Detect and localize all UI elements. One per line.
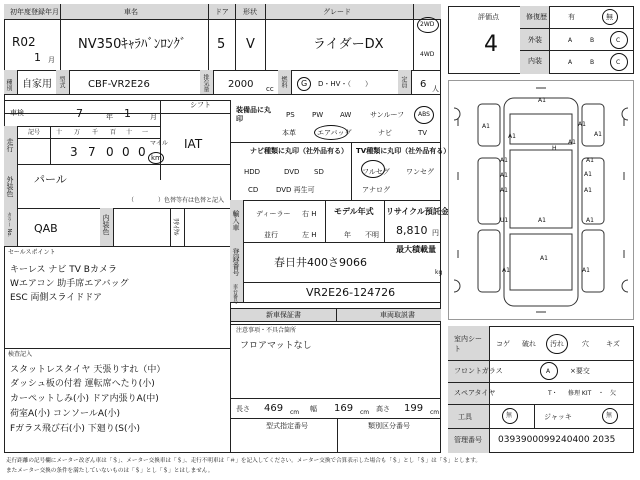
color-no-label: カラー No. (6, 212, 12, 237)
equipment-label: 装備品に丸印 (236, 106, 271, 123)
model-year-value: 年 不明 (344, 231, 379, 239)
dmg-mark-1: A1 (482, 123, 490, 130)
caution-label: 注意事項・不具合箇所 (236, 327, 297, 334)
new-warranty: 新車保証書 (266, 311, 301, 319)
sheet-opt-1: 破れ (522, 340, 536, 348)
model-value: NV350ｷｬﾗﾊﾞﾝﾛﾝｸﾞ (78, 37, 187, 52)
recycle-label: ﾘｻｲｸﾙ (172, 218, 180, 236)
type-label: 種別 (5, 79, 12, 91)
sheet-opt-4: キズ (606, 340, 620, 348)
length-unit: cm (290, 409, 300, 416)
mileage-digit-4: 0 (138, 145, 146, 159)
interior-grade-label: 内装 (528, 57, 542, 65)
equip-tv: TV (418, 129, 428, 137)
nav-sd: SD (314, 168, 324, 176)
tools-value: 無 (506, 412, 513, 419)
digit-header-1: 十 (56, 129, 63, 136)
mgmt-label: 管理番号 (454, 436, 482, 444)
int-b: B (590, 59, 595, 66)
dmg-mark-4: A1 (568, 139, 576, 146)
inspector-note-2: ダッシュ板の付着 運転席へたり(小) (10, 379, 155, 389)
inspection-label: 車検 (10, 109, 24, 117)
equip-pw: PW (312, 111, 324, 119)
drive-2wd: 2WD (420, 21, 435, 28)
chassis-label: 車台番号 (232, 284, 238, 304)
inspector-note-5: Fガラス飛び石(小) 下廻り(S(小) (10, 424, 141, 434)
grade-value: ライダーDX (313, 37, 384, 52)
caution-value: フロアマットなし (240, 341, 312, 351)
dmg-mark-7: A1 (500, 172, 508, 179)
mileage-label: 走行 (6, 138, 14, 152)
import-label: 輸入車 (232, 210, 240, 231)
length-label: 長さ (236, 405, 250, 413)
recycle-fee-value: 8,810 (396, 224, 428, 237)
mileage-digit-2: 0 (106, 145, 114, 159)
capacity-unit: 人 (432, 85, 439, 93)
equip-abs: ABS (418, 111, 430, 118)
reg-month: 1 (34, 51, 41, 64)
nav-type-label: ナビ種類に丸印（社外品有る） (250, 147, 348, 155)
model-label: 車名 (124, 8, 138, 16)
tv-fullseg: フルセグ (362, 168, 390, 176)
mileage-digit-0: 3 (70, 145, 78, 159)
inspection-year: 7 (76, 107, 83, 120)
shape-label: 形状 (243, 8, 257, 16)
mile-unit: マイル (150, 140, 168, 147)
height-unit: cm (430, 409, 440, 416)
digit-header-4: 百 (110, 129, 117, 136)
glass-opt-1: ×要交 (570, 367, 590, 375)
dmg-mark-18: A1 (582, 267, 590, 274)
doors-value: 5 (217, 37, 226, 52)
sheet-opt-2: 汚れ (550, 340, 564, 348)
exterior-label: 外装色 (6, 176, 14, 197)
repair-no: 無 (606, 13, 613, 21)
tv-oneseg: ワンセグ (406, 168, 434, 176)
digit-header-6: 一 (142, 129, 149, 136)
dmg-mark-12: A1 (538, 217, 546, 224)
mgmt-value: 0393900099240400 2035 (498, 435, 616, 445)
sales-points-label: セールスポイント (8, 249, 56, 256)
length-value: 469 (264, 403, 284, 414)
digit-header-5: 十 (126, 129, 133, 136)
ext-b: B (590, 37, 595, 44)
registration-value: 春日井400さ9066 (274, 256, 367, 269)
era-year: R02 (12, 35, 36, 49)
registration-label: 登録番号 (232, 248, 240, 276)
max-load-label: 最大積載量 (396, 245, 436, 254)
type-designation-label: 型式指定番号 (266, 422, 308, 430)
grade-label: グレード (323, 8, 351, 16)
model-code-label: 型式 (58, 76, 65, 88)
width-label: 幅 (310, 405, 317, 413)
tv-analog: アナログ (362, 186, 390, 194)
jack-value: 無 (606, 412, 613, 419)
reg-month-unit: 月 (48, 56, 55, 64)
int-a: A (568, 59, 573, 66)
inspection-month: 1 (124, 107, 131, 120)
fuel-label: 燃料 (280, 76, 287, 88)
fuel-g: G (301, 79, 308, 88)
drive-4wd: 4WD (420, 51, 435, 58)
nav-hdd: HDD (244, 168, 261, 176)
tv-type-label: TV種類に丸印（社外品有る） (356, 147, 451, 155)
dmg-mark-6: A1 (586, 157, 594, 164)
front-glass-label: フロントガラス (454, 367, 503, 375)
equip-ps: PS (286, 111, 295, 119)
rating-value: 4 (484, 32, 498, 57)
dmg-mark-3: A1 (594, 131, 602, 138)
dmg-mark-9: A1 (500, 187, 508, 194)
equip-leather: 本革 (282, 129, 296, 137)
fuel-rest: D・HV・（ ） (318, 80, 372, 88)
displacement-label: 排気量 (202, 74, 209, 92)
repair-label: 修復歴 (526, 13, 547, 21)
vehicle-diagram (448, 80, 634, 320)
footer-line-1: 走行距離の記号欄にメーター改ざん車は「＄」、メーター交換車は「＄」、走行不明車は「＃」を記入してください。メーター交換で合算表示した場合も「＄」とし「＄」は「＄」とします。 (6, 458, 482, 464)
repair-yes: 有 (568, 13, 575, 21)
color-no-value: QAB (34, 222, 58, 235)
type-value: 自家用 (22, 79, 52, 90)
height-value: 199 (404, 403, 424, 414)
dmg-mark-14: A1 (578, 121, 586, 128)
tools-label: 工具 (458, 413, 472, 421)
rating-label: 評価点 (478, 13, 499, 21)
int-c: C (616, 59, 621, 66)
ext-a: A (568, 37, 573, 44)
width-unit: cm (360, 409, 370, 416)
dmg-mark-8: A1 (584, 171, 592, 178)
sales-point-1: キーレス ナビ TV Bカメラ (10, 265, 117, 275)
spare-opt-3: 欠 (610, 390, 617, 397)
dmg-mark-10: A1 (584, 187, 592, 194)
spare-opt-2: ・ (598, 390, 605, 397)
equip-airbag: エアバッグ (317, 129, 352, 137)
dmg-mark-13: A1 (586, 217, 594, 224)
height-label: 高さ (376, 405, 390, 413)
exterior-grade-label: 外装 (528, 36, 542, 44)
digit-header-0: 記号 (28, 129, 41, 136)
inspector-note-4: 荷室A(小) コンソールA(小) (10, 409, 121, 419)
import-left: 左 H (302, 231, 317, 239)
recycle-fee-yen: 円 (432, 229, 439, 237)
displacement-value: 2000 (228, 79, 254, 90)
inspection-month-unit: 月 (150, 113, 157, 121)
equip-aw: AW (340, 111, 352, 119)
sheet-opt-0: コゲ (496, 340, 510, 348)
doors-label: ドア (215, 8, 229, 16)
mileage-digit-1: 7 (88, 145, 96, 159)
import-dealer: ディーラー (256, 210, 291, 218)
dmg-mark-2: A1 (508, 133, 516, 140)
equip-navi: ナビ (378, 129, 392, 137)
capacity-label: 定員 (400, 76, 407, 88)
spare-label: スペアタイヤ (454, 389, 496, 397)
inspector-note-1: スタットレスタイヤ 天張りすれ（中） (10, 365, 166, 375)
nav-dvd: DVD (284, 168, 300, 176)
import-parallel: 並行 (264, 231, 278, 239)
inspector-note-3: カーペットしみ(小) ドア内張りA(中) (10, 394, 159, 404)
footer-line-2: またメーター交換の条件を満たしていないものは「＄」とし「＄」とはしません。 (6, 468, 214, 474)
sales-point-2: Wエアコン 助手席エアバッグ (10, 279, 129, 289)
km-unit: km (151, 154, 162, 162)
ext-c: C (616, 37, 621, 44)
dmg-mark-5: A1 (500, 157, 508, 164)
sales-point-3: ESC 両側スライドドア (10, 293, 103, 303)
dmg-mark-17: A1 (502, 267, 510, 274)
first-reg-label: 初年度登録年月 (10, 8, 59, 16)
glass-opt-0: A (546, 368, 551, 375)
dmg-mark-16: H (552, 145, 557, 152)
shape-value: V (246, 37, 255, 52)
dmg-mark-11: U1 (500, 217, 509, 224)
nav-cd: CD (248, 186, 259, 194)
displacement-unit: cc (266, 85, 274, 93)
vehicle-manual: 車両取説書 (380, 311, 415, 319)
width-value: 169 (334, 403, 354, 414)
spare-opt-0: T・ (548, 390, 558, 397)
category-number-label: 類別区分番号 (368, 422, 410, 430)
shift-value: IAT (184, 137, 203, 151)
import-right: 右 H (302, 210, 317, 218)
capacity-value: 6 (420, 79, 427, 90)
recycle-fee-label: リサイクル預託金 (386, 207, 449, 216)
digit-header-2: 万 (74, 129, 81, 136)
sheet-opt-3: 穴 (582, 340, 589, 348)
mileage-digit-3: 0 (122, 145, 130, 159)
interior-sheet-label: 室内シート (454, 335, 482, 353)
dmg-mark-15: A1 (540, 255, 548, 262)
model-year-label: モデル年式 (334, 207, 374, 216)
dmg-mark-0: A1 (538, 97, 546, 104)
spare-opt-1: 修理 KIT (568, 390, 592, 397)
inspection-year-unit: 年 (106, 113, 113, 121)
inspector-notes-label: 検査記入 (8, 351, 33, 358)
chassis-value: VR2E26-124726 (306, 286, 396, 299)
jack-label: ジャッキ (544, 413, 572, 421)
exterior-note: （ ）色替等有は色替と記入 (128, 197, 225, 204)
exterior-value: パール (34, 173, 67, 186)
shift-label: シフト (190, 101, 211, 109)
equip-sunroof: サンルーフ (370, 111, 405, 119)
digit-header-3: 千 (92, 129, 99, 136)
model-code-value: CBF-VR2E26 (88, 79, 150, 90)
interior-color-label: 内装色 (102, 214, 110, 235)
max-load-unit: kg (435, 269, 443, 276)
nav-dvd-play: DVD 再生可 (276, 186, 315, 194)
